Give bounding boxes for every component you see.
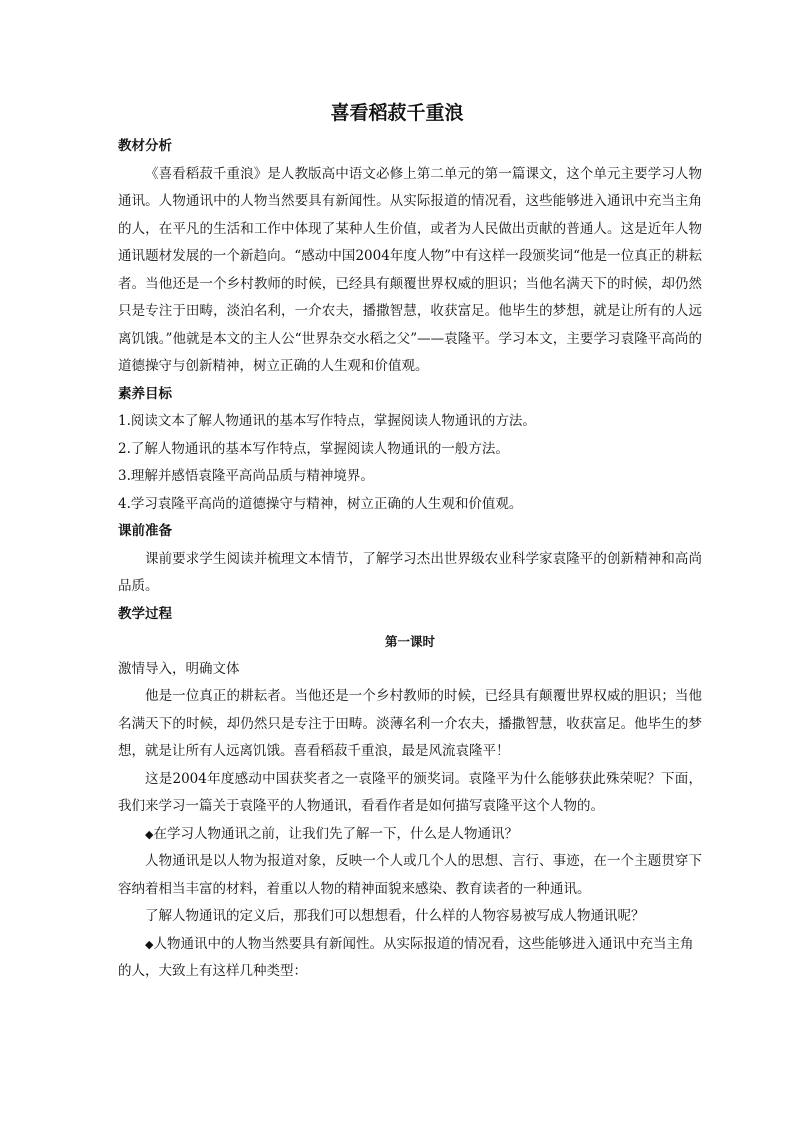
analysis-heading: 教材分析 bbox=[118, 138, 172, 154]
goal-item-2: 2.了解人物通讯的基本写作特点，掌握阅读人物通讯的一般方法。 bbox=[118, 440, 509, 457]
intro-paragraph-1: 他是一位真正的耕耘者。当他还是一个乡村教师的时候，已经具有颠覆世界权威的胆识；当他名满天下的时候，却仍然只是专注于田畴。淡薄名利一介农夫，播撒智慧，收获富足。他毕生的梦想，就是让所有人远离饥饿。喜看稻菽千重浪，最是风流袁隆平！ bbox=[118, 688, 702, 759]
bullet-text-2: 人物通讯中的人物当然要具有新闻性。从实际报道的情况看，这些能够进入通讯中充当主角的人，大致上有这样几种类型： bbox=[118, 935, 694, 979]
diamond-bullet-icon: ◆ bbox=[145, 937, 154, 951]
goals-heading: 素养目标 bbox=[118, 385, 172, 402]
analysis-paragraph: 《喜看稻菽千重浪》是人教版高中语文必修上第二单元的第一篇课文，这个单元主要学习人物通讯。人物通讯中的人物当然要具有新闻性。从实际报道的情况看，这些能够进入通讯中充当主角的人，在平凡的生活和工作中体现了某种人生价值，或者为人民做出贡献的普通人。这是近年人物通讯题材发展的一个新趋向。“感动中国2004年度人物”中有这样一段颁奖词“他是一位真正的耕耘者。当他还是一个乡村教师的时候，已经具有颠覆世界权威的胆识；当他名满天下的时候，却仍然只是专注于田畴，淡泊名利，一介农夫，播撒智慧，收获富足。他毕生的梦想，就是让所有的人远离饥饿。”他就是本文的主人公“世界杂交水稻之父”——袁隆平。学习本文，主要学习袁隆平高尚的道德操守与创新精神，树立正确的人生观和价值观。 bbox=[118, 165, 702, 374]
definition-paragraph: 人物通讯是以人物为报道对象，反映一个人或几个人的思想、言行、事迹，在一个主题贯穿下容纳着相当丰富的材料，着重以人物的精神面貌来感染、教育读者的一种通讯。 bbox=[118, 853, 702, 897]
diamond-bullet-icon: ◆ bbox=[145, 827, 154, 841]
intro-heading: 激情导入，明确文体 bbox=[118, 660, 240, 677]
question-paragraph: 了解人物通讯的定义后，那我们可以想想看，什么样的人物容易被写成人物通讯呢？ bbox=[145, 908, 645, 924]
bullet-paragraph-1 bbox=[118, 821, 702, 849]
prep-heading: 课前准备 bbox=[118, 523, 172, 539]
prep-paragraph: 课前要求学生阅读并梳理文本情节，了解学习杰出世界级农业科学家袁隆平的创新精神和高尚品质。 bbox=[118, 550, 702, 594]
page-title: 喜看稻菽千重浪 bbox=[330, 102, 464, 124]
intro-paragraph-2: 这是2004年度感动中国获奖者之一袁隆平的颁奖词。袁隆平为什么能够获此殊荣呢？下面，我们来学习一篇关于袁隆平的人物通讯，看看作者是如何描写袁隆平这个人物的。 bbox=[118, 770, 702, 814]
lesson-title: 第一课时 bbox=[384, 634, 435, 649]
bullet-text-1: 在学习人物通讯之前，让我们先了解一下，什么是人物通讯？ bbox=[153, 825, 518, 842]
document-body bbox=[118, 133, 702, 986]
goal-item-3: 3.理解并感悟袁隆平高尚品质与精神境界。 bbox=[118, 468, 374, 484]
goal-item-4: 4.学习袁隆平高尚的道德操守与精神，树立正确的人生观和价值观。 bbox=[118, 495, 523, 512]
process-heading: 教学过程 bbox=[118, 605, 172, 622]
goal-item-1: 1.阅读文本了解人物通讯的基本写作特点，掌握阅读人物通讯的方法。 bbox=[118, 413, 536, 429]
bullet-paragraph-2 bbox=[118, 931, 702, 986]
